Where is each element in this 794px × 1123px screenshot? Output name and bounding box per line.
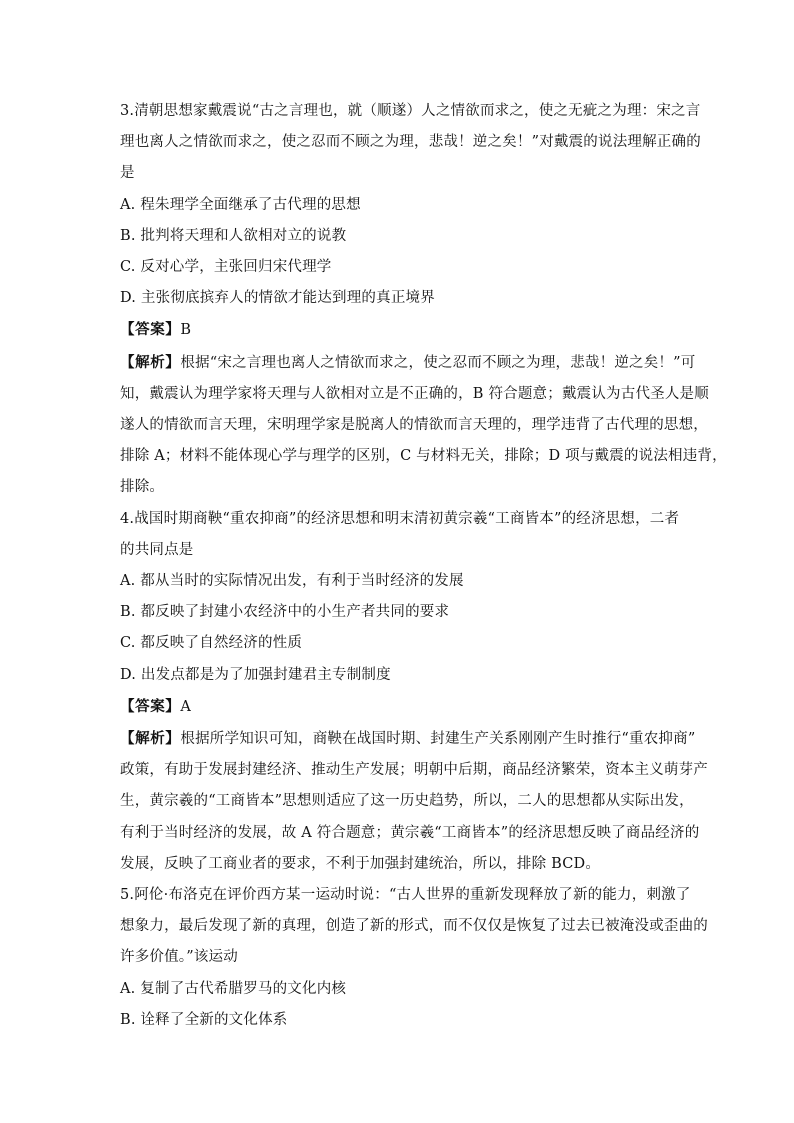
question-stem-line: 是 — [120, 165, 135, 182]
question-stem-line: 3.清朝思想家戴震说“古之言理也，就（顺遂）人之情欲而求之，使之无疵之为理：宋之言 — [120, 103, 701, 119]
analysis-line: 遂人的情欲而言天理，宋明理学家是脱离人的情欲而言天理的，理学违背了古代理的思想， — [120, 417, 708, 434]
question-stem-line: 的共同点是 — [120, 541, 194, 558]
question-stem-line: 理也离人之情欲而求之，使之忍而不顾之为理，悲哉！逆之矣！”对戴震的说法理解正确的 — [120, 134, 701, 151]
answer-value: A — [180, 698, 192, 715]
option-c: C. 反对心学，主张回归宋代理学 — [120, 259, 332, 276]
analysis-label: 【解析】 — [120, 353, 181, 371]
answer-label: 【答案】 — [120, 321, 181, 339]
option-b: B. 诠释了全新的文化体系 — [120, 1011, 288, 1028]
analysis-line — [120, 723, 696, 755]
option-b: B. 批判将天理和人欲相对立的说教 — [120, 227, 347, 244]
analysis-line: 知，戴震认为理学家将天理与人欲相对立是不正确的，B 符合题意；戴震认为古代圣人是顺 — [120, 385, 709, 402]
analysis-line: 生，黄宗羲的“工商皆本”思想则适应了这一历史趋势，所以，二人的思想都从实际出发， — [120, 793, 694, 810]
option-c: C. 都反映了自然经济的性质 — [120, 635, 303, 652]
analysis-line: 排除 A；材料不能体现心学与理学的区别，C 与材料无关，排除；D 项与戴震的说法相违背， — [120, 448, 727, 465]
option-a: A. 程朱理学全面继承了古代理的思想 — [120, 196, 361, 213]
question-stem-line: 4.战国时期商鞅“重农抑商”的经济思想和明末清初黄宗羲“工商皆本”的经济思想，二者 — [120, 510, 680, 527]
answer-value: B — [180, 322, 192, 339]
analysis-line: 有利于当时经济的发展，故 A 符合题意；黄宗羲“工商皆本”的经济思想反映了商品经济的 — [120, 824, 700, 841]
option-d: D. 主张彻底摈弃人的情欲才能达到理的真正境界 — [120, 290, 435, 307]
question-stem-line: 许多价值。”该运动 — [120, 949, 238, 966]
analysis-text: 根据“宋之言理也离人之情欲而求之，使之忍而不顾之为理，悲哉！逆之矣！”可 — [180, 354, 696, 371]
analysis-line: 政策，有助于发展封建经济、推动生产发展；明朝中后期，商品经济繁荣，资本主义萌芽产 — [120, 762, 708, 779]
option-a: A. 复制了古代希腊罗马的文化内核 — [120, 980, 347, 997]
analysis-line: 排除。 — [120, 479, 165, 496]
analysis-line: 发展，反映了工商业者的要求，不利于加强封建统治，所以，排除 BCD。 — [120, 855, 601, 872]
question-5 — [120, 880, 708, 1036]
analysis-line — [120, 347, 696, 379]
option-d: D. 出发点都是为了加强封建君主专制制度 — [120, 666, 391, 683]
question-4 — [120, 504, 708, 880]
question-3 — [120, 96, 727, 504]
answer-line — [120, 314, 676, 346]
question-stem-line: 想象力，最后发现了新的真理，创造了新的形式，而不仅仅是恢复了过去已被淹没或歪曲的 — [120, 918, 708, 935]
document-page — [120, 96, 727, 1036]
analysis-text: 根据所学知识可知，商鞅在战国时期、封建生产关系刚刚产生时推行“重农抑商” — [180, 731, 696, 748]
analysis-label: 【解析】 — [120, 730, 181, 748]
answer-line — [120, 691, 676, 723]
option-a: A. 都从当时的实际情况出发，有利于当时经济的发展 — [120, 573, 464, 590]
option-b: B. 都反映了封建小农经济中的小生产者共同的要求 — [120, 604, 450, 621]
answer-label: 【答案】 — [120, 697, 181, 715]
question-stem-line: 5.阿伦·布洛克在评价西方某一运动时说：“古人世界的重新发现释放了新的能力，刺激了 — [120, 887, 691, 904]
